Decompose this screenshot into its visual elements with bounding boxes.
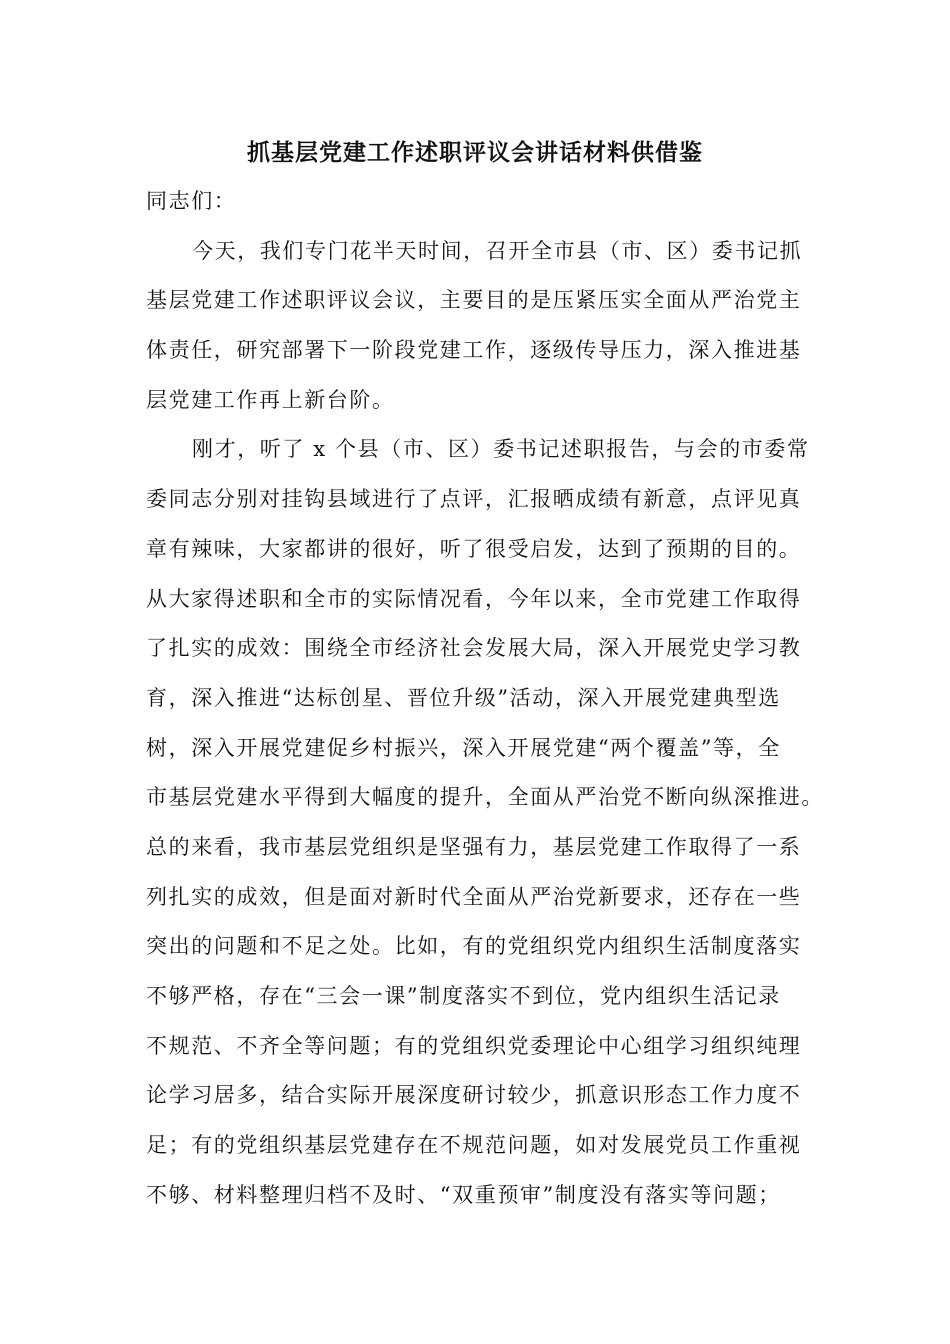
- paragraph-line: 委同志分别对挂钩县域进行了点评，汇报晒成绩有新意，点评见真: [146, 487, 802, 512]
- document-title: 抓基层党建工作述职评议会讲话材料供借鉴: [247, 139, 703, 166]
- paragraph-line: 基层党建工作述职评议会议，主要目的是压紧压实全面从严治党主: [146, 288, 802, 313]
- paragraph-line: 列扎实的成效，但是面对新时代全面从严治党新要求，还存在一些: [146, 884, 802, 909]
- paragraph-line: 了扎实的成效：围绕全市经济社会发展大局，深入开展党史学习教: [146, 636, 802, 661]
- paragraph-line: 从大家得述职和全市的实际情况看，今年以来，全市党建工作取得: [146, 586, 802, 611]
- paragraph-line: 今天，我们专门花半天时间，召开全市县（市、区）委书记抓: [192, 238, 803, 263]
- paragraph-line: 层党建工作再上新台阶。: [146, 387, 395, 412]
- paragraph-line: 总的来看，我市基层党组织是坚强有力，基层党建工作取得了一系: [146, 834, 802, 859]
- paragraph-line: 足；有的党组织基层党建存在不规范问题，如对发展党员工作重视: [146, 1133, 802, 1158]
- paragraph-line: 育，深入推进“达标创星、晋位升级”活动，深入开展党建典型选: [146, 685, 781, 710]
- paragraph-line: 突出的问题和不足之处。比如，有的党组织党内组织生活制度落实: [146, 934, 802, 959]
- paragraph-line: 不够、材料整理归档不及时、“双重预审”制度没有落实等问题；: [146, 1182, 781, 1207]
- paragraph-line: 刚才，听了 x 个县（市、区）委书记述职报告，与会的市委常: [192, 437, 810, 462]
- salutation-line: 同志们：: [146, 189, 237, 213]
- paragraph-line: 不够严格，存在“三会一课”制度落实不到位，党内组织生活记录: [146, 984, 781, 1008]
- paragraph-line: 体责任，研究部署下一阶段党建工作，逐级传导压力，深入推进基: [146, 338, 802, 363]
- paragraph-line: 不规范、不齐全等问题；有的党组织党委理论中心组学习组织纯理: [146, 1033, 802, 1058]
- document-body: [146, 177, 826, 1220]
- paragraph-line: 章有辣味，大家都讲的很好，听了很受启发，达到了预期的目的。: [146, 536, 802, 561]
- paragraph-line: 市基层党建水平得到大幅度的提升，全面从严治党不断向纵深推进。: [146, 785, 824, 810]
- paragraph-line: 论学习居多，结合实际开展深度研讨较少，抓意识形态工作力度不: [146, 1083, 802, 1108]
- paragraph-line: 树，深入开展党建促乡村振兴，深入开展党建“两个覆盖”等，全: [146, 735, 781, 760]
